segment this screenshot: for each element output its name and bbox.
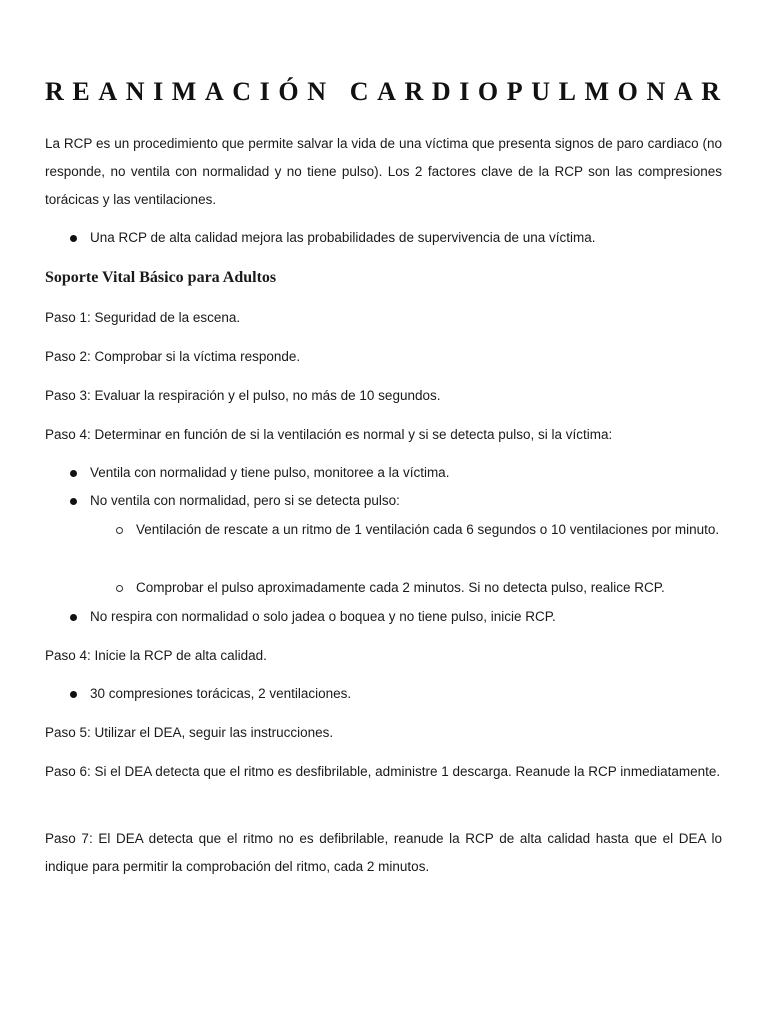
bullet-dot-icon [70, 470, 77, 477]
step-3: Paso 3: Evaluar la respiración y el pulso, no más de 10 segundos. [45, 388, 441, 403]
bullet-dot-icon [70, 614, 77, 621]
document-title: REANIMACIÓN CARDIOPULMONAR [45, 77, 729, 106]
section-title: Soporte Vital Básico para Adultos [45, 269, 277, 286]
bullet-circle-icon [116, 585, 123, 592]
intro-bullet-text: Una RCP de alta calidad mejora las probabilidades de supervivencia de una víctima. [90, 230, 596, 245]
step-7: Paso 7: El DEA detecta que el ritmo no es defibrilable, reanude la RCP de alta calidad hasta que el DEA lo indique para permitir la comprobación del ritmo, cada 2 minutos. [45, 831, 722, 874]
list-item-text: 30 compresiones torácicas, 2 ventilaciones. [90, 686, 352, 701]
step-6: Paso 6: Si el DEA detecta que el ritmo es desfibrilable, administre 1 descarga. Reanude la RCP inmediatamente. [45, 764, 721, 779]
intro-paragraph: La RCP es un procedimiento que permite salvar la vida de una víctima que presenta signos de paro cardiaco (no responde, no ventila con normalidad y no tiene pulso). Los 2 factores clave de la RCP son las compresiones torácicas y las ventilaciones. [45, 136, 722, 207]
bullet-circle-icon [116, 527, 123, 534]
step-2: Paso 2: Comprobar si la víctima responde. [45, 349, 301, 364]
step-5: Paso 5: Utilizar el DEA, seguir las instrucciones. [45, 725, 334, 740]
step-1: Paso 1: Seguridad de la escena. [45, 310, 241, 325]
list-item-text: Ventila con normalidad y tiene pulso, monitoree a la víctima. [90, 465, 450, 480]
sub-list-item-text: Comprobar el pulso aproximadamente cada 2 minutos. Si no detecta pulso, realice RCP. [136, 580, 665, 595]
sub-list-item-text: Ventilación de rescate a un ritmo de 1 ventilación cada 6 segundos o 10 ventilaciones por minuto. [136, 522, 720, 537]
list-item-text: No respira con normalidad o solo jadea o boquea y no tiene pulso, inicie RCP. [90, 609, 556, 624]
bullet-dot-icon [70, 235, 77, 242]
bullet-dot-icon [70, 498, 77, 505]
step-4: Paso 4: Determinar en función de si la ventilación es normal y si se detecta pulso, si la víctima: [45, 427, 613, 442]
step-4b: Paso 4: Inicie la RCP de alta calidad. [45, 648, 267, 663]
bullet-dot-icon [70, 691, 77, 698]
list-item-text: No ventila con normalidad, pero si se detecta pulso: [90, 493, 400, 508]
